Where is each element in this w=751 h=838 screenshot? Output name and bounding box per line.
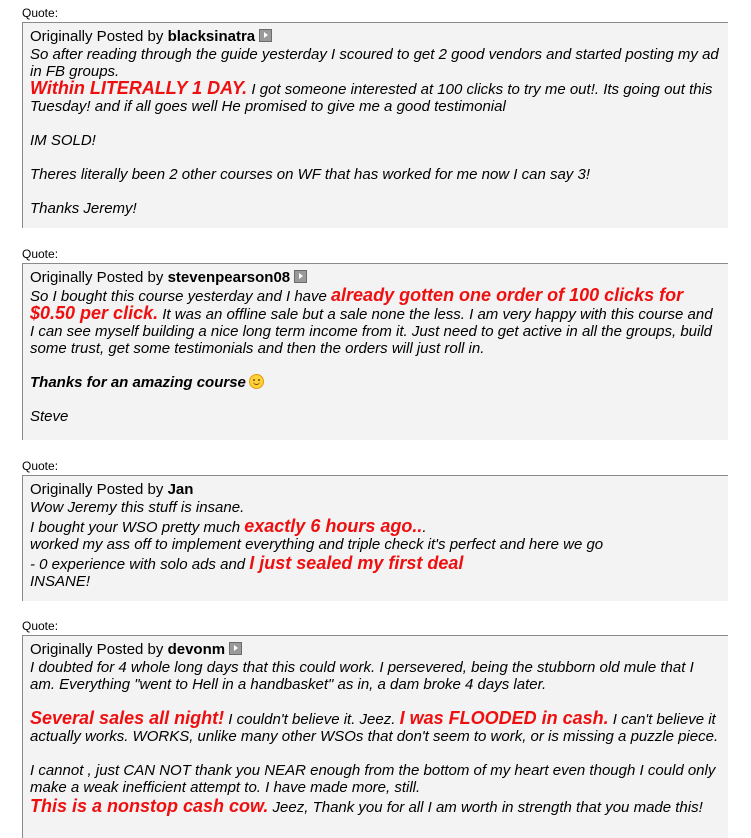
quote-text: I bought your WSO pretty much	[30, 519, 245, 536]
quote-body	[30, 499, 720, 590]
quote-label: Quote:	[22, 459, 59, 473]
posted-by-text: Originally Posted by	[30, 269, 164, 286]
highlight-text: I just sealed my first deal	[249, 553, 464, 573]
author-name: stevenpearson08	[167, 269, 291, 286]
view-post-icon[interactable]	[229, 642, 242, 655]
quote-box	[22, 635, 728, 838]
quote-text: worked my ass off to implement everything and triple check it's perfect and here we go	[30, 536, 604, 553]
highlight-text: Several sales all night!	[30, 708, 225, 728]
quote-text: Steve	[30, 408, 69, 425]
quote-text: IM SOLD!	[30, 132, 96, 149]
quote-text: - 0 experience with solo ads and	[30, 556, 250, 573]
quote-text: Thanks Jeremy!	[30, 200, 137, 217]
posted-by-text: Originally Posted by	[30, 28, 164, 45]
author-name: devonm	[167, 641, 226, 658]
quote-body	[30, 46, 720, 217]
highlight-text: Within LITERALLY 1 DAY.	[30, 78, 248, 98]
quote-text: I got someone interested at 100 clicks to try me out!. Its going out this Tuesday! and if all goes well He promised to give me a good testimonial	[30, 81, 713, 115]
highlight-text: exactly 6 hours ago..	[244, 516, 423, 536]
quote-box	[22, 22, 728, 228]
posted-by-text: Originally Posted by	[30, 641, 164, 658]
quote-text: I doubted for 4 whole long days that this could work. I persevered, being the stubborn old mule that I am. Everything "went to Hell in a handbasket" as in, a dam broke 4 days later.	[30, 659, 694, 693]
highlight-text: I was FLOODED in cash.	[399, 708, 609, 728]
view-post-icon[interactable]	[259, 29, 272, 42]
quote-text: Jeez, Thank you for all I am worth in strength that you made this!	[268, 799, 703, 816]
quote-text: It was an offline sale but a sale none the less. I am very happy with this course and I can see myself building a nice long term income from it. Just need to get active in all the groups, build some trust, get some testimonials and then the orders will just roll in.	[30, 306, 713, 357]
quote-text: I couldn't believe it. Jeez.	[224, 711, 400, 728]
quote-text: Theres literally been 2 other courses on WF that has worked for me now I can say 3!	[30, 166, 590, 183]
quote-text: Wow Jeremy this stuff is insane.	[30, 499, 245, 516]
quote-body	[30, 287, 720, 425]
quote-label: Quote:	[22, 6, 59, 20]
author-name: Jan	[167, 481, 194, 498]
author-name: blacksinatra	[167, 28, 256, 45]
highlight-text: This is a nonstop cash cow.	[30, 796, 269, 816]
quote-text: .	[422, 519, 427, 536]
quote-text: So I bought this course yesterday and I have	[30, 288, 332, 305]
view-post-icon[interactable]	[294, 270, 307, 283]
posted-by-text: Originally Posted by	[30, 481, 164, 498]
quote-text: I can't believe it actually works. WORKS, unlike many other WSOs that don't seem to work, or is missing a puzzle piece.	[30, 711, 719, 745]
quote-header	[30, 481, 720, 499]
quote-box	[22, 263, 728, 440]
quote-text: Thanks for an amazing course	[30, 374, 246, 391]
quote-text: I cannot , just CAN NOT thank you NEAR enough from the bottom of my heart even though I could only make a weak inefficient attempt to. I have made more, still.	[30, 762, 716, 796]
quote-label: Quote:	[22, 619, 59, 633]
quote-label: Quote:	[22, 247, 59, 261]
quote-text: So after reading through the guide yesterday I scoured to get 2 good vendors and started posting my ad in FB groups.	[30, 46, 719, 80]
highlight-text: already gotten one order of 100 clicks for $0.50 per click.	[30, 285, 684, 323]
quote-body	[30, 659, 720, 816]
quote-text: INSANE!	[30, 573, 91, 590]
smiley-icon	[249, 374, 264, 389]
quote-box	[22, 475, 728, 601]
quote-header	[30, 28, 720, 46]
quote-header	[30, 641, 720, 659]
